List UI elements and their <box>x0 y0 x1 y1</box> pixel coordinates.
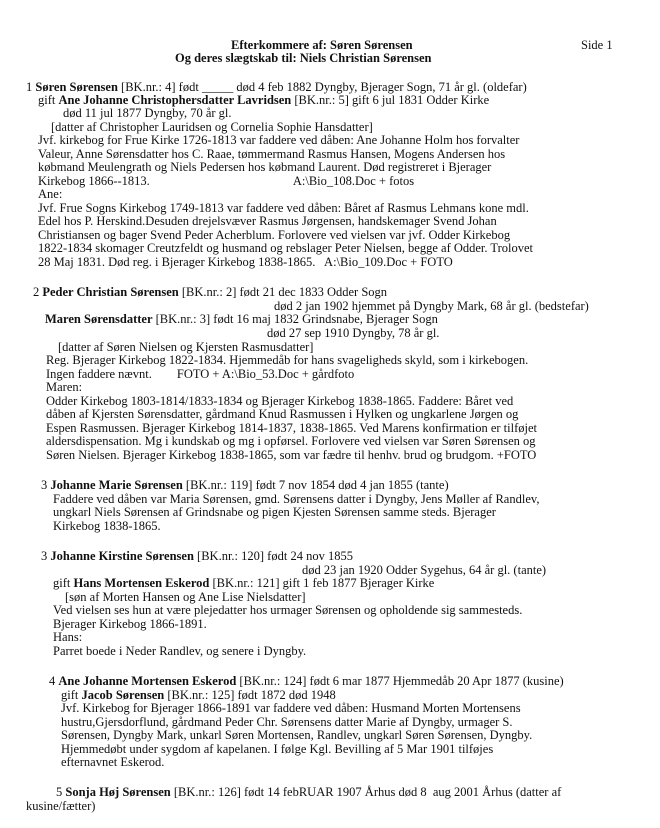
text-line: hustru,Gjersdorflund, gårdmand Peder Chr. Sørensens datter Marie af Dyngby, urmager S. <box>61 715 513 729</box>
entry-2-line <box>33 285 387 299</box>
text-line: Espen Rasmussen. Bjerager Kirkebog 1814-1837, 1838-1865. Ved Marens konfirmation er tilføjet <box>46 421 537 435</box>
text-line: Ane: <box>38 187 63 201</box>
title-line-2: Og deres slægtskab til: Niels Christian Sørensen <box>175 51 432 65</box>
text-line: 1822-1834 skomager Creutzfeldt og husmand og rebslager Peter Nielsen, begge af Odder. Trolovet <box>38 241 534 255</box>
person-name: Johanne Marie Sørensen <box>50 478 183 492</box>
text-line: købmand Meulengrath og Niels Pedersen hos købmand Laurent. Død registreret i Bjerager <box>38 160 492 174</box>
text-line: [datter af Christopher Lauridsen og Cornelia Sophie Hansdatter] <box>51 120 373 134</box>
text-line: Jvf. Frue Sogns Kirkebog 1749-1813 var faddere ved dåben: Båret af Rasmus Lehmans kone mdl. <box>38 201 529 215</box>
entry-number: 4 <box>49 674 56 688</box>
text-line: Bjerager Kirkebog 1866-1891. <box>53 617 207 631</box>
text-line: Parret boede i Neder Randlev, og senere i Dyngby. <box>53 644 307 658</box>
text-line: aldersdispensation. Mg i kundskab og mg i opførsel. Forlovere ved vielsen var Søren Sørensen og <box>46 434 536 448</box>
entry-details: [BK.nr.: 124] født 6 mar 1877 Hjemmedåb 20 Apr 1877 (kusine) <box>236 674 564 688</box>
text-line: 28 Maj 1831. Død reg. i Bjerager Kirkebog 1838-1865. A:\Bio_109.Doc + FOTO <box>38 255 453 269</box>
entry-details: [BK.nr.: 120] født 24 nov 1855 <box>193 549 353 563</box>
text-line: død 11 jul 1877 Dyngby, 70 år gl. <box>63 106 232 120</box>
text-line: Jvf. kirkebog for Frue Kirke 1726-1813 var faddere ved dåben: Ane Johanne Holm hos forvalter <box>38 133 520 147</box>
text-line: Christiansen og bager Svend Peder Acherblum. Forlovere ved vielsen var jvf. Odder Kirkebog <box>38 228 511 242</box>
gift-prefix: gift <box>38 93 59 107</box>
text-line: Edel hos P. Herskind.Desuden drejelsvæver Rasmus Jørgensen, handskemager Svend Johan <box>38 214 497 228</box>
entry-number: 1 <box>26 80 33 94</box>
page-number: Side 1 <box>581 38 613 52</box>
entry-4-line <box>49 674 564 688</box>
text-line: Hans: <box>53 630 83 644</box>
text-line: Jvf. Kirkebog for Bjerager 1866-1891 var faddere ved dåben: Husmand Morten Mortensens <box>61 701 521 715</box>
text-line: Sørensen, Dyngby Mark, unkarl Søren Mortensen, Randlev, ungkarl Søren Sørensen, Dyngby. <box>61 728 533 742</box>
title-line-1: Efterkommere af: Søren Sørensen <box>231 38 413 52</box>
spouse-name: Jacob Sørensen <box>81 688 165 702</box>
text-line: Kirkebog 1866--1813. A:\Bio_108.Doc + fotos <box>38 174 415 188</box>
entry-details: [BK.nr.: 126] født 14 febRUAR 1907 Århus død 8 aug 2001 Århus (datter af <box>170 785 562 799</box>
person-name: Peder Christian Sørensen <box>42 285 179 299</box>
text-line: Odder Kirkebog 1803-1814/1833-1834 og Bjerager Kirkebog 1838-1865. Faddere: Båret ved <box>46 394 514 408</box>
text-line: [søn af Morten Hansen og Ane Lise Nielsdatter] <box>65 590 306 604</box>
gift-prefix: gift <box>61 688 82 702</box>
text-line: [datter af Søren Nielsen og Kjersten Rasmusdatter] <box>58 340 314 354</box>
spouse-name: Ane Johanne Christophersdatter Lavridsen <box>58 93 292 107</box>
person-name: Ane Johanne Mortensen Eskerod <box>58 674 237 688</box>
text-line: kusine/fætter) <box>26 799 96 813</box>
entry-details: [BK.nr.: 2] født 21 dec 1833 Odder Sogn <box>178 285 388 299</box>
entry-1-line <box>26 80 527 94</box>
spouse-line <box>38 93 489 107</box>
text-line: Hjemmedøbt under sygdom af kapelanen. I følge Kgl. Bevilling af 5 Mar 1901 tilføjes <box>61 742 494 756</box>
entry-3b-line <box>41 549 353 563</box>
text-line: død 23 jan 1920 Odder Sygehus, 64 år gl. (tante) <box>302 563 547 577</box>
text-line: død 2 jan 1902 hjemmet på Dyngby Mark, 68 år gl. (bedstefar) <box>274 299 589 313</box>
entry-number: 3 <box>41 478 48 492</box>
text-line: Reg. Bjerager Kirkebog 1822-1834. Hjemmedåb for hans svageligheds skyld, som i kirkebogen. <box>46 353 529 367</box>
spouse-line <box>53 576 434 590</box>
person-name: Johanne Kirstine Sørensen <box>50 549 194 563</box>
spouse-details: [BK.nr.: 3] født 16 maj 1832 Grindsnabe, Bjerager Sogn <box>152 312 438 326</box>
entry-number: 2 <box>33 285 40 299</box>
spouse-name: Maren Sørensdatter <box>45 312 153 326</box>
entry-details: [BK.nr.: 119] født 7 nov 1854 død 4 jan 1855 (tante) <box>182 478 449 492</box>
spouse-details: [BK.nr.: 5] gift 6 jul 1831 Odder Kirke <box>291 93 490 107</box>
text-line: død 27 sep 1910 Dyngby, 78 år gl. <box>267 326 440 340</box>
text-line: Søren Nielsen. Bjerager Kirkebog 1838-1865, som var fædre til henhv. brud og brudgom. +FOTO <box>46 448 537 462</box>
entry-number: 3 <box>41 549 48 563</box>
spouse-name: Hans Mortensen Eskerod <box>73 576 210 590</box>
entry-3-line <box>41 478 449 492</box>
spouse-line <box>45 312 438 326</box>
text-line: ungkarl Niels Sørensen af Grindsnabe og pigen Kjesten Sørensen samme steds. Bjerager <box>53 505 496 519</box>
entry-number: 5 <box>56 785 63 799</box>
person-name: Sonja Høj Sørensen <box>65 785 171 799</box>
text-line: Ved vielsen ses hun at være plejedatter hos urmager Sørensen og opholdende sig sammesteds. <box>53 603 523 617</box>
text-line: Valeur, Anne Sørensdatter hos C. Raae, tømmermand Rasmus Hansen, Mogens Andersen hos <box>38 147 506 161</box>
text-line: Ingen faddere nævnt. FOTO + A:\Bio_53.Doc + gårdfoto <box>46 367 355 381</box>
spouse-details: [BK.nr.: 121] gift 1 feb 1877 Bjerager Kirke <box>209 576 435 590</box>
text-line: dåben af Kjersten Sørensdatter, gårdmand Knud Rasmussen i Hylken og ungkarlene Jørgen og <box>46 407 519 421</box>
gift-prefix: gift <box>53 576 74 590</box>
text-line: Kirkebog 1838-1865. <box>53 519 161 533</box>
text-line: Faddere ved dåben var Maria Sørensen, gmd. Sørensens datter i Dyngby, Jens Møller af Randlev, <box>53 492 540 506</box>
entry-details: [BK.nr.: 4] født _____ død 4 feb 1882 Dyngby, Bjerager Sogn, 71 år gl. (oldefar) <box>117 80 527 94</box>
spouse-details: [BK.nr.: 125] født 1872 død 1948 <box>164 688 336 702</box>
entry-5-line <box>56 785 561 799</box>
spouse-line <box>61 688 336 702</box>
text-line: efternavnet Eskerod. <box>61 755 165 769</box>
person-name: Søren Sørensen <box>35 80 118 94</box>
text-line: Maren: <box>46 380 83 394</box>
